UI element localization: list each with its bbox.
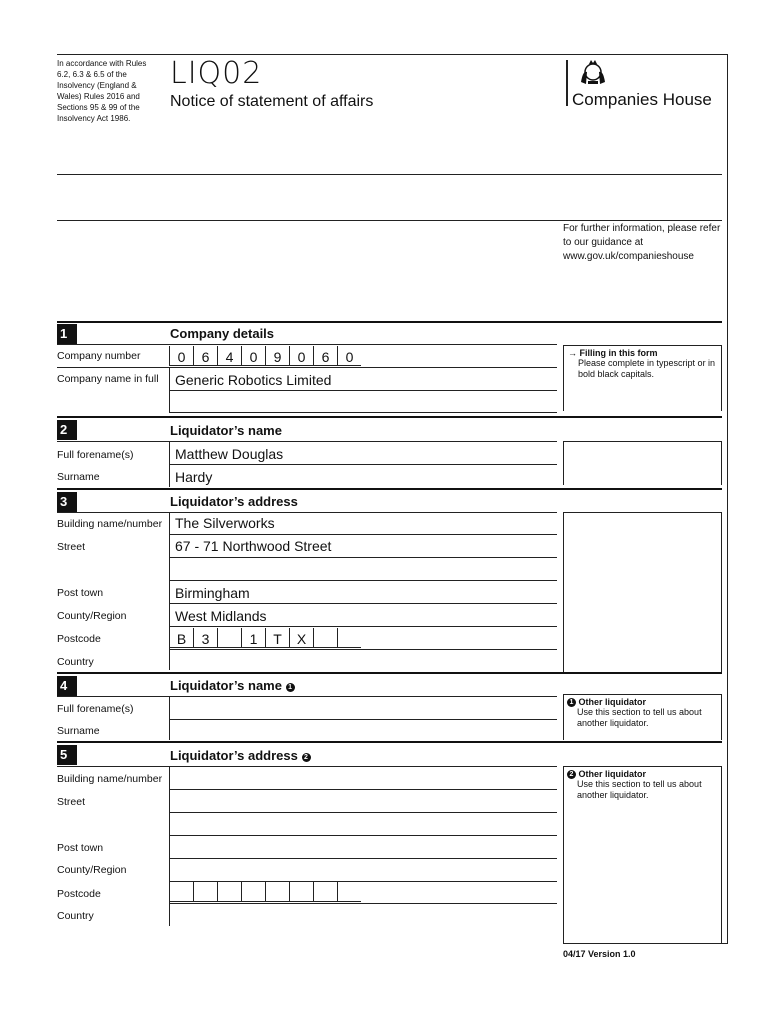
section-4-title-rule (57, 696, 557, 697)
other-postcode-label: Postcode (57, 888, 101, 900)
other-postcode-rule (169, 903, 557, 904)
street-field-line-2[interactable] (175, 561, 555, 579)
other-country-field[interactable] (175, 906, 555, 924)
section-5-rule (57, 741, 722, 743)
company-number-digit-7[interactable]: 6 (313, 346, 337, 366)
company-number-digit-5[interactable]: 9 (265, 346, 289, 366)
building-label: Building name/number (57, 518, 163, 530)
postcode-char-4[interactable]: 1 (241, 628, 265, 648)
logo-divider (566, 60, 568, 106)
other-street-field[interactable] (175, 792, 555, 810)
section-3-number: 3 (57, 492, 77, 512)
other-post-town-field[interactable] (175, 838, 555, 856)
arrow-right-icon: → (568, 348, 580, 358)
form-title: Notice of statement of affairs (170, 93, 374, 110)
section-2-rule (57, 416, 722, 418)
company-number-digit-3[interactable]: 4 (217, 346, 241, 366)
street-rule-1 (169, 557, 557, 558)
other-postcode-char-4[interactable] (241, 882, 265, 902)
county-rule (169, 626, 557, 627)
other-forenames-field[interactable] (175, 699, 555, 717)
section-2-side-box (563, 441, 722, 485)
post-town-rule (169, 603, 557, 604)
top-border (57, 54, 728, 55)
company-number-digit-6[interactable]: 0 (289, 346, 313, 366)
filling-note-title: → Filling in this form (568, 348, 658, 358)
other-surname-label: Surname (57, 725, 100, 737)
street-field[interactable]: 67 - 71 Northwood Street (175, 538, 332, 554)
other-postcode-char-8[interactable] (337, 882, 361, 902)
filling-note-body: Please complete in typescript or in bold black capitals. (578, 358, 716, 379)
bottom-right-rule (563, 943, 728, 944)
section-5-number: 5 (57, 745, 77, 765)
other-liquidator-note-2-body: Use this section to tell us about another liquidator. (577, 779, 702, 800)
other-street-rule-1 (169, 812, 557, 813)
other-liquidator-note-2-title: 2 Other liquidator (567, 769, 718, 779)
street-label: Street (57, 541, 86, 553)
postcode-char-3[interactable] (217, 628, 241, 648)
filling-note-box (563, 345, 722, 411)
other-liquidator-note-1 (563, 694, 722, 740)
postcode-label: Postcode (57, 633, 101, 645)
section-1-rule (57, 321, 722, 323)
other-building-field[interactable] (175, 769, 555, 787)
surname-field[interactable]: Hardy (175, 469, 213, 485)
section-3-title-rule (57, 512, 557, 513)
note-marker-1-icon: 1 (286, 683, 295, 692)
section-3-title: Liquidator’s address (170, 494, 298, 509)
company-number-label: Company number (57, 350, 141, 362)
section-5-field-left (169, 766, 170, 926)
other-liquidator-note-1-title: 1 Other liquidator (567, 697, 718, 707)
company-name-rule-1 (169, 390, 557, 391)
forenames-rule (169, 464, 557, 465)
surname-label: Surname (57, 471, 100, 483)
royal-crest-icon (578, 58, 608, 91)
company-number-rule (57, 367, 557, 368)
country-label: Country (57, 656, 94, 668)
company-name-field-line-2[interactable] (175, 393, 555, 411)
section-4-rule (57, 672, 722, 674)
section-3-rule (57, 488, 722, 490)
other-liquidator-note-1-body: Use this section to tell us about another liquidator. (577, 707, 702, 728)
version-footer: 04/17 Version 1.0 (563, 949, 636, 959)
other-county-label: County/Region (57, 864, 127, 876)
other-building-rule (169, 789, 557, 790)
company-number-digit-4[interactable]: 0 (241, 346, 265, 366)
other-country-label: Country (57, 910, 94, 922)
section-2-number: 2 (57, 420, 77, 440)
section-1-title: Company details (170, 326, 275, 341)
other-post-town-rule (169, 858, 557, 859)
forenames-label: Full forename(s) (57, 449, 134, 461)
further-info: For further information, please refer to our guidance at www.gov.uk/companieshouse (563, 223, 721, 262)
postcode-char-6[interactable]: X (289, 628, 313, 648)
postcode-char-7[interactable] (313, 628, 337, 648)
other-street-field-line-2[interactable] (175, 815, 555, 833)
other-postcode-char-1[interactable] (169, 882, 193, 902)
other-street-rule-2 (169, 835, 557, 836)
county-field[interactable]: West Midlands (175, 608, 267, 624)
postcode-rule (169, 649, 557, 650)
post-town-label: Post town (57, 587, 104, 599)
building-field[interactable]: The Silverworks (175, 515, 275, 531)
country-field[interactable] (175, 652, 555, 670)
form-code: LIQ02 (170, 56, 263, 91)
right-border (727, 54, 728, 944)
other-postcode-char-7[interactable] (313, 882, 337, 902)
other-street-label: Street (57, 796, 86, 808)
building-rule (169, 534, 557, 535)
note-marker-2-side-icon: 2 (567, 770, 576, 779)
note-marker-1-side-icon: 1 (567, 698, 576, 707)
section-4-title: Liquidator’s name 1 (170, 678, 295, 693)
other-forenames-label: Full forename(s) (57, 703, 134, 715)
header-rule-2 (57, 220, 722, 221)
section-1-number: 1 (57, 324, 77, 344)
postcode-char-5[interactable]: T (265, 628, 289, 648)
postcode-char-8[interactable] (337, 628, 361, 648)
section-3-side-box (563, 512, 722, 672)
postcode-char-1[interactable]: B (169, 628, 193, 648)
section-2-title: Liquidator’s name (170, 423, 282, 438)
header-rule-1 (57, 174, 722, 175)
other-liquidator-note-2 (563, 766, 722, 944)
other-surname-field[interactable] (175, 722, 555, 740)
other-postcode-char-2[interactable] (193, 882, 217, 902)
post-town-field[interactable]: Birmingham (175, 585, 250, 601)
company-number-digit-1[interactable]: 0 (169, 346, 193, 366)
company-number-digit-2[interactable]: 6 (193, 346, 217, 366)
section-4-field-left (169, 696, 170, 740)
legal-text: In accordance with Rules 6.2, 6.3 & 6.5 of the Insolvency (England & Wales) Rules 2016 and Sections 95 & 99 of the Insolvency Act 1986. (57, 59, 147, 123)
other-forenames-rule (169, 719, 557, 720)
other-postcode-char-6[interactable] (289, 882, 313, 902)
section-5-title-rule (57, 766, 557, 767)
street-rule-2 (169, 580, 557, 581)
company-name-rule-2 (169, 412, 557, 413)
postcode-char-2[interactable]: 3 (193, 628, 217, 648)
other-postcode-char-3[interactable] (217, 882, 241, 902)
company-name-label: Company name in full (57, 373, 159, 385)
note-marker-2-icon: 2 (302, 753, 311, 762)
company-name-field[interactable]: Generic Robotics Limited (175, 372, 332, 388)
other-post-town-label: Post town (57, 842, 104, 854)
section-1-title-rule (57, 344, 557, 345)
section-5-title: Liquidator’s address 2 (170, 748, 311, 763)
other-postcode-char-5[interactable] (265, 882, 289, 902)
section-4-number: 4 (57, 676, 77, 696)
companies-house-logo-text: Companies House (572, 90, 712, 109)
company-number-digit-8[interactable]: 0 (337, 346, 361, 366)
forenames-field[interactable]: Matthew Douglas (175, 446, 284, 462)
other-county-field[interactable] (175, 861, 555, 879)
section-2-title-rule (57, 441, 557, 442)
county-label: County/Region (57, 610, 127, 622)
other-building-label: Building name/number (57, 773, 163, 785)
